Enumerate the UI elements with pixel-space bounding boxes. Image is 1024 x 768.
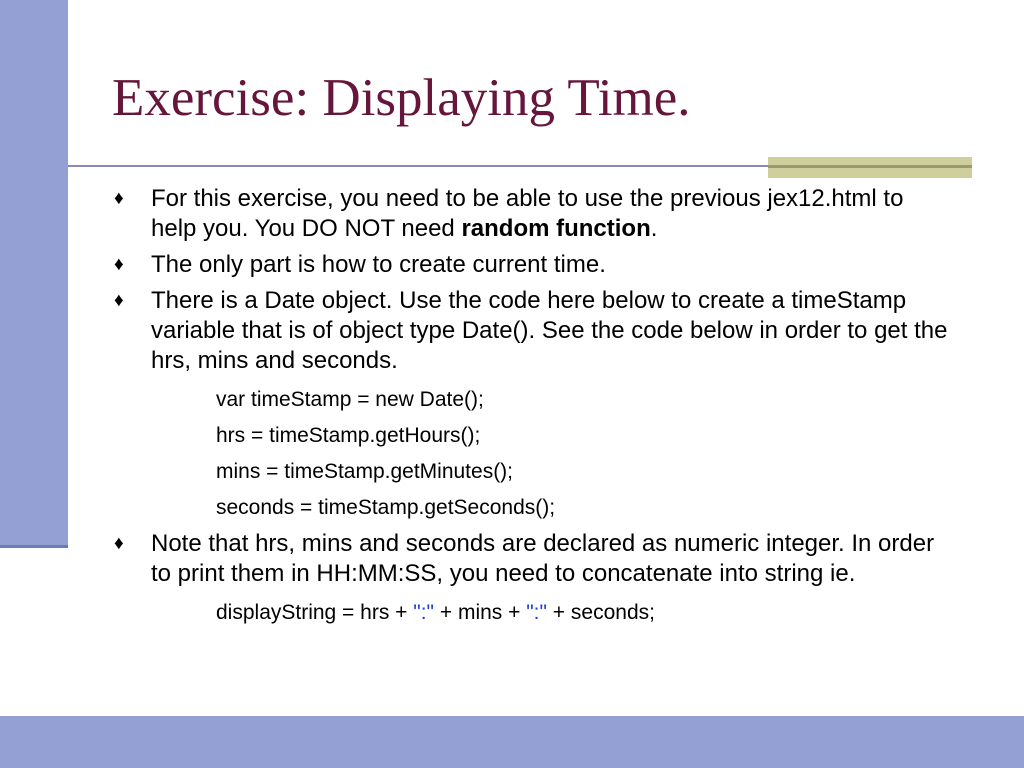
diamond-bullet-icon: ♦: [114, 188, 124, 209]
bullet-text-end: .: [650, 215, 658, 242]
diamond-bullet-icon: ♦: [114, 533, 124, 554]
left-decoration-bar-edge: [0, 545, 68, 548]
bullet-text: For this exercise, you need to be able to use the previous jex12.html to help you. You DO NOT need: [151, 185, 904, 242]
quoted-separator: ":": [526, 601, 547, 624]
bullet-text: There is a Date object. Use the code here below to create a timeStamp variable that is of object type Date(). See the code below in order to get the hrs, mins and seconds.: [151, 287, 948, 374]
code-line: seconds = timeStamp.getSeconds();: [216, 496, 556, 519]
code-fragment: + mins +: [434, 601, 527, 624]
code-line: mins = timeStamp.getMinutes();: [216, 460, 514, 483]
diamond-bullet-icon: ♦: [114, 290, 124, 311]
code-fragment: displayString = hrs +: [216, 601, 414, 624]
bullet-text: The only part is how to create current time.: [151, 251, 606, 278]
code-fragment: + seconds;: [546, 601, 655, 624]
bullet-bold-text: random function: [461, 215, 651, 242]
display-string-line: [111, 600, 951, 626]
bullet-item: [111, 286, 951, 376]
accent-line: [768, 165, 972, 168]
code-line: var timeStamp = new Date();: [216, 388, 484, 411]
bullet-text: Note that hrs, mins and seconds are declared as numeric integer. In order to print them in HH:MM:SS, you need to concatenate into string ie.: [151, 530, 935, 587]
quoted-separator: ":": [413, 601, 435, 624]
code-line: hrs = timeStamp.getHours();: [216, 424, 481, 447]
bottom-decoration-bar: [0, 716, 1024, 768]
slide-body: [111, 184, 951, 626]
bullet-item: [111, 250, 951, 280]
slide-title: Exercise: Displaying Time.: [112, 69, 691, 127]
diamond-bullet-icon: ♦: [114, 254, 124, 275]
bullet-item: [111, 529, 951, 589]
bullet-item: [111, 184, 951, 244]
left-decoration-bar: [0, 0, 68, 547]
